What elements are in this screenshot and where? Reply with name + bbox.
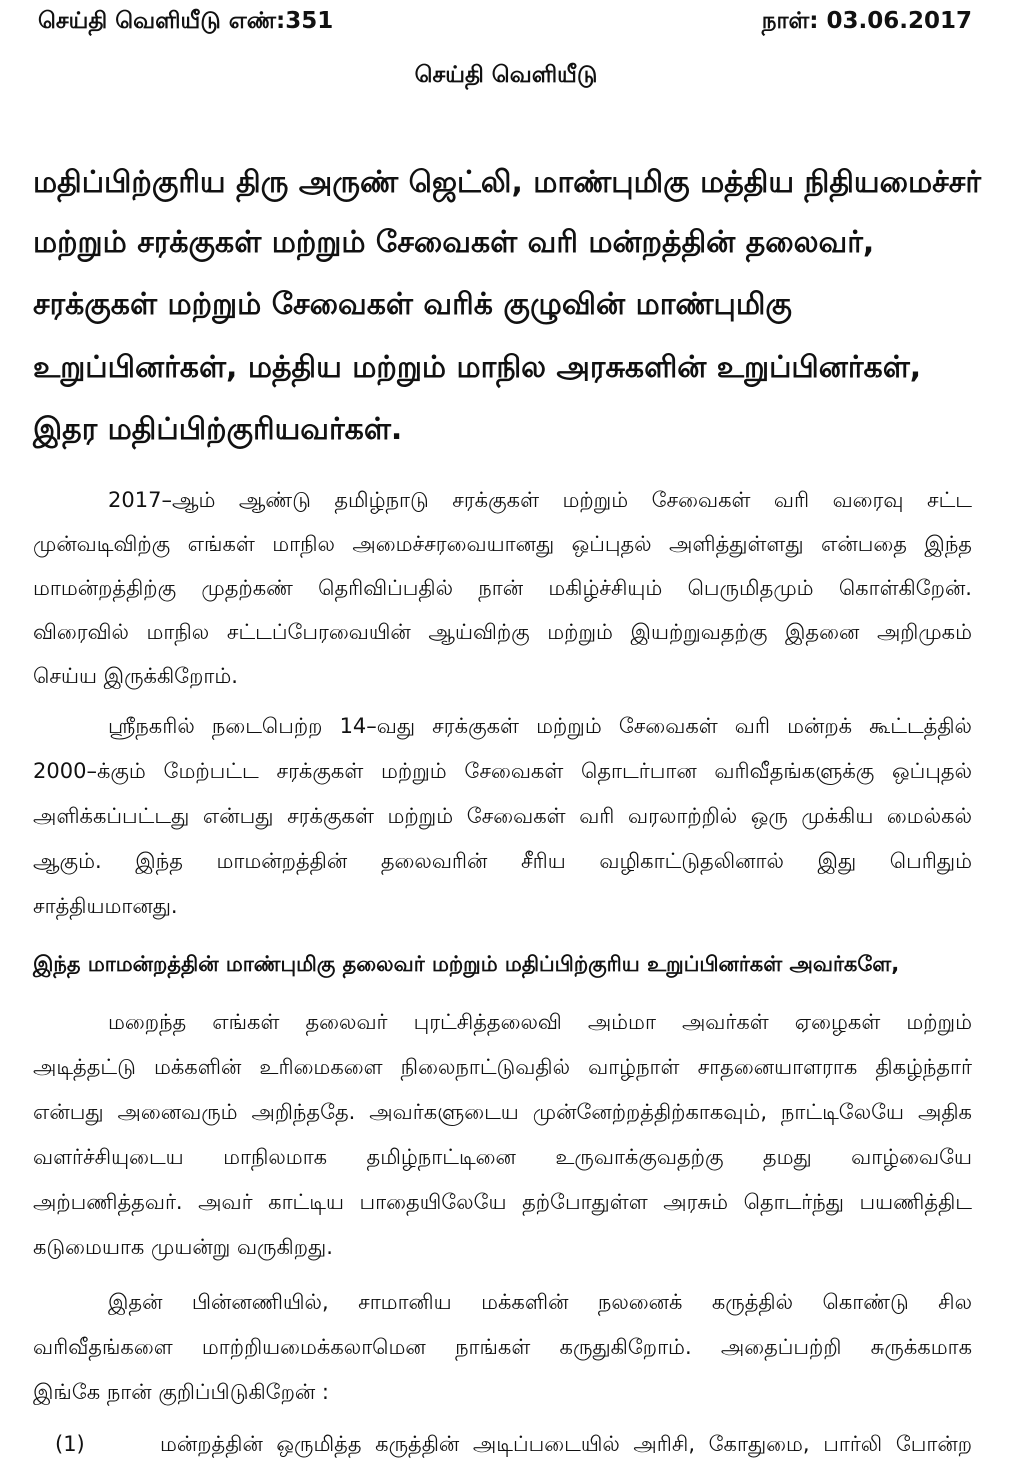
salutation-line: மதிப்பிற்குரிய திரு அருண் ஜெட்லி, மாண்புமிகு மத்திய நிதியமைச்சர் bbox=[33, 165, 982, 200]
paragraph-line: கடுமையாக முயன்று வருகிறது. bbox=[33, 1235, 333, 1259]
page-title: செய்தி வெளியீடு bbox=[414, 62, 598, 88]
salutation-line: சரக்குகள் மற்றும் சேவைகள் வரிக் குழுவின் மாண்புமிகு bbox=[33, 287, 792, 322]
paragraph-line: சாத்தியமானது. bbox=[33, 894, 178, 918]
salutation-line: இதர மதிப்பிற்குரியவர்கள். bbox=[33, 412, 403, 447]
paragraph-line: மாமன்றத்திற்கு முதற்கண் தெரிவிப்பதில் நான் மகிழ்ச்சியும் பெருமிதமும் கொள்கிறேன். bbox=[33, 576, 972, 600]
paragraph-line: அடித்தட்டு மக்களின் உரிமைகளை நிலைநாட்டுவதில் வாழ்நாள் சாதனையாளராக திகழ்ந்தார் bbox=[33, 1055, 972, 1079]
paragraph-line: 2017–ஆம் ஆண்டு தமிழ்நாடு சரக்குகள் மற்றும் சேவைகள் வரி வரைவு சட்ட bbox=[108, 488, 972, 512]
paragraph-line: விரைவில் மாநில சட்டப்பேரவையின் ஆய்விற்கு மற்றும் இயற்றுவதற்கு இதனை அறிமுகம் bbox=[33, 620, 972, 644]
paragraph-line: செய்ய இருக்கிறோம். bbox=[33, 664, 238, 688]
paragraph-line: என்பது அனைவரும் அறிந்ததே. அவர்களுடைய முன்னேற்றத்திற்காகவும், நாட்டிலேயே அதிக bbox=[33, 1100, 972, 1124]
paragraph-line: அற்பணித்தவர். அவர் காட்டிய பாதையிலேயே தற்போதுள்ள அரசும் தொடர்ந்து பயணித்திட bbox=[33, 1190, 972, 1214]
paragraph-line: 2000–க்கும் மேற்பட்ட சரக்குகள் மற்றும் சேவைகள் தொடர்பான வரிவீதங்களுக்கு ஒப்புதல் bbox=[33, 759, 972, 783]
salutation-line: உறுப்பினர்கள், மத்திய மற்றும் மாநில அரசுகளின் உறுப்பினர்கள், bbox=[33, 350, 922, 385]
paragraph-line: ஸ்ரீநகரில் நடைபெற்ற 14–வது சரக்குகள் மற்றும் சேவைகள் வரி மன்றக் கூட்டத்தில் bbox=[108, 714, 972, 738]
paragraph-line: வளர்ச்சியுடைய மாநிலமாக தமிழ்நாட்டினை உருவாக்குவதற்கு தமது வாழ்வையே bbox=[33, 1145, 972, 1169]
paragraph-line: இங்கே நான் குறிப்பிடுகிறேன் : bbox=[33, 1380, 329, 1404]
paragraph-line: முன்வடிவிற்கு எங்கள் மாநில அமைச்சரவையானது ஒப்புதல் அளித்துள்ளது என்பதை இந்த bbox=[33, 532, 972, 556]
paragraph-line: வரிவீதங்களை மாற்றியமைக்கலாமென நாங்கள் கருதுகிறோம். அதைப்பற்றி சுருக்கமாக bbox=[33, 1335, 972, 1359]
list-item-number: (1) bbox=[55, 1432, 85, 1456]
salutation-line: மற்றும் சரக்குகள் மற்றும் சேவைகள் வரி மன்றத்தின் தலைவர், bbox=[33, 225, 875, 260]
release-number: செய்தி வெளியீடு எண்:351 bbox=[38, 8, 334, 34]
paragraph-line: மறைந்த எங்கள் தலைவர் புரட்சித்தலைவி அம்மா அவர்கள் ஏழைகள் மற்றும் bbox=[108, 1010, 972, 1034]
paragraph-line: அளிக்கப்பட்டது என்பது சரக்குகள் மற்றும் சேவைகள் வரி வரலாற்றில் ஒரு முக்கிய மைல்கல் bbox=[33, 804, 972, 828]
subheading: இந்த மாமன்றத்தின் மாண்புமிகு தலைவர் மற்றும் மதிப்பிற்குரிய உறுப்பினர்கள் அவர்களே, bbox=[33, 952, 900, 976]
list-item-text: மன்றத்தின் ஒருமித்த கருத்தின் அடிப்படையில் அரிசி, கோதுமை, பார்லி போன்ற bbox=[160, 1432, 972, 1456]
paragraph-line: ஆகும். இந்த மாமன்றத்தின் தலைவரின் சீரிய வழிகாட்டுதலினால் இது பெரிதும் bbox=[33, 849, 972, 873]
paragraph-line: இதன் பின்னணியில், சாமானிய மக்களின் நலனைக் கருத்தில் கொண்டு சில bbox=[108, 1290, 972, 1314]
release-date: நாள்: 03.06.2017 bbox=[761, 8, 972, 34]
